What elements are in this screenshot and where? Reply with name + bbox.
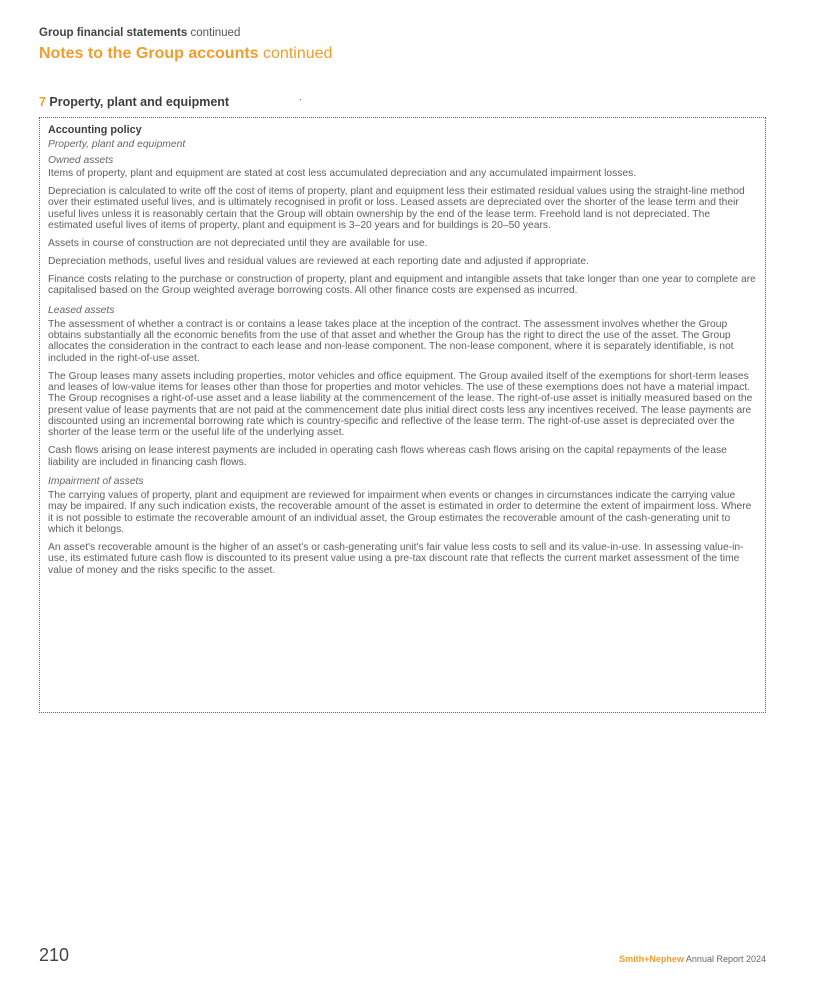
note-number: 7 — [39, 95, 46, 109]
brand-name: Smith+Nephew — [619, 954, 684, 964]
policy-paragraph: Depreciation methods, useful lives and residual values are reviewed at each reporting date and adjusted if appropriate. — [48, 255, 589, 267]
policy-subheading-ppe: Property, plant and equipment — [48, 139, 186, 150]
note-heading — [39, 95, 229, 109]
policy-paragraph: Assets in course of construction are not depreciated until they are available for use. — [48, 237, 428, 249]
policy-subheading-impairment: Impairment of assets — [48, 476, 144, 488]
page-title-suffix: continued — [258, 45, 333, 62]
policy-paragraph: The carrying values of property, plant and equipment are reviewed for impairment when events or changes in circumstances indicate the carrying value may be impaired. If any such indication exists, the recoverable amount of the asset is estimated in order to determine the extent of impairment loss. Where it is not possible to estimate the recoverable amount of an individual asset, the Group estimates the recoverable amount of the cash-generating unit to which it belongs. — [48, 489, 752, 535]
report-footer — [619, 954, 766, 964]
report-name: Annual Report 2024 — [683, 954, 766, 964]
page-number: 210 — [39, 945, 70, 965]
policy-paragraph: The assessment of whether a contract is or contains a lease takes place at the inception of the contract. The assessment involves whether the Group obtains substantially all the economic benefits from the use of that asset and whether the Group has the right to direct the use of the asset. The Group allocates the consideration in the contract to each lease and non-lease component. The non-lease component, where it is separately identifiable, is not included in the right-of-use asset. — [48, 318, 734, 364]
policy-paragraph: Finance costs relating to the purchase or construction of property, plant and equipment and intangible assets that take longer than one year to complete are capitalised based on the Group weighted average borrowing costs. All other finance costs are expensed as incurred. — [48, 273, 756, 297]
section-header — [39, 27, 240, 39]
section-header-suffix: continued — [187, 27, 241, 39]
policy-paragraph: The Group leases many assets including properties, motor vehicles and office equipment. The Group availed itself of the exemptions for short-term leases and leases of low-value items for leases other than those for properties and motor vehicles. The use of these exemptions does not have a material impact. The Group recognises a right-of-use asset and a lease liability at the commencement of the lease. The right-of-use asset is initially measured based on the present value of lease payments that are not paid at the commencement date plus initial direct costs less any incentives received. The lease payments are discounted using an incremental borrowing rate which is country-specific and reflective of the lease term. The right-of-use asset is depreciated over the shorter of the lease term or the useful life of the underlying asset. — [48, 370, 753, 439]
policy-paragraph: An asset's recoverable amount is the higher of an asset's or cash-generating unit's fair value less costs to sell and its value-in-use. In assessing value-in-use, its estimated future cash flow is discounted to its present value using a pre-tax discount rate that reflects the current market assessment of the time value of money and the risks specific to the asset. — [48, 541, 744, 576]
stray-dot — [300, 99, 301, 100]
policy-paragraph: Cash flows arising on lease interest payments are included in operating cash flows whereas cash flows arising on the capital repayments of the lease liability are included in financing cash flows. — [48, 445, 727, 468]
page-title-label: Notes to the Group accounts — [39, 45, 259, 62]
section-header-label: Group financial statements — [39, 27, 188, 39]
policy-paragraph: Items of property, plant and equipment are stated at cost less accumulated depreciation and any accumulated impairment losses. — [48, 168, 637, 179]
note-title: Property, plant and equipment — [45, 95, 230, 109]
policy-paragraph: Depreciation is calculated to write off the cost of items of property, plant and equipment less their estimated residual values using the straight-line method over their estimated useful lives, and is ultimately recognised in profit or loss. Leased assets are depreciated over the shorter of the lease term and their useful lives unless it is reasonably certain that the Group will obtain ownership by the end of the lease term. Freehold land is not depreciated. The estimated useful lives of items of property, plant and equipment is 3–20 years and for buildings is 20–50 years. — [48, 185, 745, 231]
policy-subheading-owned: Owned assets — [48, 154, 114, 166]
page-title — [39, 45, 332, 63]
accounting-policy-box — [39, 117, 766, 713]
policy-heading: Accounting policy — [48, 124, 142, 136]
policy-subheading-leased: Leased assets — [48, 305, 115, 317]
